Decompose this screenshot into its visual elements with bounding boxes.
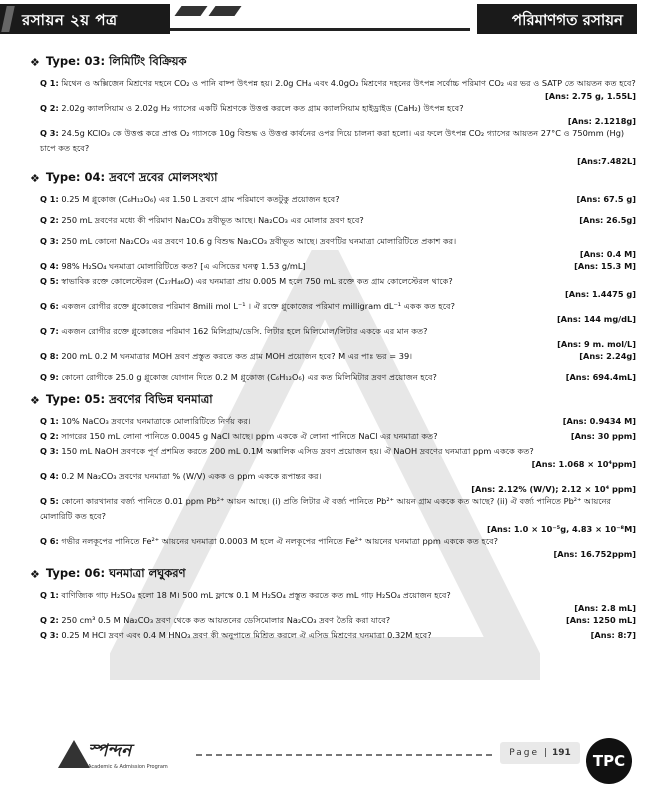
answer-label: [Ans: 1.0 × 10⁻⁵g, 4.83 × 10⁻⁸M] bbox=[486, 524, 636, 534]
answer-label: [Ans: 26.5g] bbox=[579, 215, 636, 225]
question-item: Q 4: 98% H₂SO₄ ঘনমাত্রা মোলারিটিতে কত? [এ এসিডের ঘনত্ব 1.53 g/mL] [Ans: 15.3 M] bbox=[40, 259, 636, 274]
question-item: Q 5: কোনো কারখানার বর্জ্য পানিতে 0.01 ppm Pb²⁺ আয়ন আছে। (i) প্রতি লিটার ঐ বর্জ্য পানিতে Pb²⁺ আয়ন গ্রাম এককে কত আছে? (ii) ঐ বর্জ্য পানিতে Pb²⁺ আয়নের মোলারিটি কত হবে? bbox=[40, 496, 612, 521]
chapter-title: পরিমাণগত রসায়ন bbox=[511, 11, 623, 29]
answer-label: [Ans: 2.75 g, 1.55L] bbox=[545, 91, 636, 101]
page-label: Page | bbox=[509, 748, 549, 758]
header-stripe bbox=[208, 6, 241, 16]
header-left-banner bbox=[0, 4, 170, 34]
section-heading: ❖ Type: 04: দ্রবণে দ্রবের মোলসংখ্যা bbox=[30, 170, 218, 185]
question-item: Q 6: গভীর নলকূপের পানিতে Fe²⁺ আয়নের ঘনমাত্রা 0.0003 M হলে ঐ নলকূপের পানিতে Fe²⁺ আয়নের ঘনমাত্রা ppm এককে কত হবে? bbox=[40, 536, 499, 546]
spondon-logo bbox=[58, 736, 188, 780]
tpc-badge: TPC bbox=[586, 738, 632, 784]
question-item: Q 1: 0.25 M গ্লুকোজ (C₆H₁₂O₆) এর 1.50 L দ্রবণে গ্রাম পরিমাণে কতটুকু প্রয়োজন হবে? [Ans: 67.5 g] bbox=[40, 192, 636, 207]
answer-label: [Ans: 16.752ppm] bbox=[553, 549, 636, 559]
answer-label: [Ans: 2.1218g] bbox=[567, 116, 636, 126]
header-stripe bbox=[174, 6, 207, 16]
header-mark-icon bbox=[1, 6, 15, 32]
answer-label: [Ans: 2.12% (W/V); 2.12 × 10⁴ ppm] bbox=[471, 484, 636, 494]
diamond-bullet-icon: ❖ bbox=[30, 568, 40, 581]
diamond-bullet-icon: ❖ bbox=[30, 172, 40, 185]
answer-label: [Ans: 0.4 M] bbox=[579, 249, 636, 259]
question-item: Q 3: 250 mL কোনো Na₂CO₃ এর দ্রবণে 10.6 g বিশুদ্ধ Na₂CO₃ দ্রবীভূত আছে। দ্রবণটির ঘনমাত্রা মোলারিটিতে প্রকাশ কর। bbox=[40, 236, 457, 246]
subject-title: রসায়ন ২য় পত্র bbox=[22, 11, 118, 29]
logo-triangle-icon bbox=[58, 740, 90, 768]
header-right-banner bbox=[477, 4, 637, 34]
question-item: Q 3: 150 mL NaOH দ্রবণকে পূর্ণ প্রশমিত করতে 200 mL 0.1M অক্সালিক এসিড দ্রবণ প্রয়োজন হয়। ঐ NaOH দ্রবণের ঘনমাত্রা ppm এককে কত? bbox=[40, 446, 534, 456]
answer-label: [Ans:7.482L] bbox=[577, 156, 636, 166]
answer-label: [Ans: 30 ppm] bbox=[570, 431, 636, 441]
page-number: 191 bbox=[551, 748, 571, 758]
section-heading: ❖ Type: 03: লিমিটিং বিক্রিয়ক bbox=[30, 54, 187, 69]
answer-label: [Ans: 694.4mL] bbox=[565, 372, 636, 382]
question-item: Q 8: 200 mL 0.2 M ঘনমাত্রার MOH দ্রবণ প্রস্তুত করতে কত গ্রাম MOH প্রয়োজন হবে? M এর পাঃ ভর = 39। [Ans: 2.24g] bbox=[40, 349, 636, 364]
answer-label: [Ans: 1.068 × 10⁴ppm] bbox=[531, 459, 636, 469]
question-item: Q 2: 2.02g ক্যালসিয়াম ও 2.02g H₂ গ্যাসের একটি মিশ্রণকে উত্তপ্ত করলে কত গ্রাম ক্যালসিয়াম হাইড্রাইড (CaH₂) উৎপন্ন হবে? bbox=[40, 103, 464, 113]
question-item: Q 5: স্বাভাবিক রক্তে কোলেস্টেরল (C₂₇H₄₆O) এর ঘনমাত্রা প্রায় 0.005 M হলে 750 mL রক্তে কত গ্রাম কোলেস্টেরল থাকে? bbox=[40, 276, 453, 286]
question-item: Q 4: 0.2 M Na₂CO₃ দ্রবণের ঘনমাত্রা % (W/V) একক ও ppm এককে রূপান্তর কর। bbox=[40, 471, 322, 481]
answer-label: [Ans: 2.8 mL] bbox=[574, 603, 636, 613]
question-item: Q 3: 24.5g KClO₃ কে উত্তপ্ত করে প্রাপ্ত O₂ গ্যাসকে 10g বিশুদ্ধ ও উত্তপ্ত কার্বনের ওপর দিয়ে চালনা করা হলো। এর ফলে উৎপন্ন CO₂ গ্যাসের আয়তন 27°C ও 750mm (Hg) চাপে কত হবে? bbox=[40, 128, 625, 153]
answer-label: [Ans: 1.4475 g] bbox=[565, 289, 636, 299]
answer-label: [Ans: 0.9434 M] bbox=[562, 416, 636, 426]
question-item: Q 9: কোনো রোগীকে 25.0 g গ্লুকোজ যোগান দিতে 0.2 M গ্লুকোজ (C₆H₁₂O₆) এর কত মিলিমিটার দ্রবণ প্রয়োজন হবে? [Ans: 694.4mL] bbox=[40, 370, 636, 385]
question-item: Q 6: একজন রোগীর রক্তে গ্লুকোজের পরিমাণ 8mili mol L⁻¹ । ঐ রক্তে গ্লুকোজের পরিমাণ milligram dL⁻¹ একক কত হবে? bbox=[40, 301, 455, 311]
answer-label: [Ans: 144 mg/dL] bbox=[556, 314, 636, 324]
question-item: Q 3: 0.25 M HCl দ্রবণ এবং 0.4 M HNO₃ দ্রবণ কী অনুপাতে মিশ্রিত করলে ঐ এসিড মিশ্রণের ঘনমাত্রা 0.32M হবে? [Ans: 8:7] bbox=[40, 628, 636, 643]
page-number-box bbox=[500, 742, 580, 764]
answer-label: [Ans: 67.5 g] bbox=[576, 194, 636, 204]
question-item: Q 1: মিথেন ও অক্সিজেন মিশ্রণের দহনে CO₂ ও পানি বাষ্প উৎপন্ন হয়। 2.0g CH₄ এবং 4.0gO₂ মিশ্রণের দহনের উৎপন্ন সর্বোচ্চ পরিমাণ CO₂ এর ভর ও SATP তে আয়তন কত হবে? bbox=[40, 78, 636, 88]
answer-label: [Ans: 8:7] bbox=[590, 630, 636, 640]
question-item: Q 1: বাণিজ্যিক গাঢ় H₂SO₄ হলো 18 M। 500 mL ফ্লাস্কে 0.1 M H₂SO₄ প্রস্তুত করতে কত mL গাঢ় H₂SO₄ প্রয়োজন হবে? bbox=[40, 590, 451, 600]
logo-subtitle: Academic & Admission Program bbox=[88, 764, 168, 770]
question-item: Q 7: একজন রোগীর রক্তে গ্লুকোজের পরিমাণ 162 মিলিগ্রাম/ডেসি. লিটার হলে মিলিমোল/লিটার এককে এর মান কত? bbox=[40, 326, 428, 336]
question-item: Q 2: সাগরের 150 mL লোনা পানিতে 0.0045 g NaCl আছে। ppm এককে ঐ লোনা পানিতে NaCl এর ঘনমাত্রা কত? [Ans: 30 ppm] bbox=[40, 429, 636, 444]
section-heading: ❖ Type: 05: দ্রবণের বিভিন্ন ঘনমাত্রা bbox=[30, 392, 213, 407]
question-content bbox=[30, 50, 636, 643]
question-item: Q 2: 250 mL দ্রবণের মধ্যে কী পরিমাণ Na₂CO₃ দ্রবীভূত আছে। Na₂CO₃ এর মোলার দ্রবণ হবে? [Ans: 26.5g] bbox=[40, 213, 636, 228]
diamond-bullet-icon: ❖ bbox=[30, 56, 40, 69]
diamond-bullet-icon: ❖ bbox=[30, 394, 40, 407]
page-header bbox=[0, 0, 649, 42]
answer-label: [Ans: 9 m. mol/L] bbox=[557, 339, 636, 349]
page-footer bbox=[0, 728, 649, 800]
header-divider bbox=[170, 28, 470, 31]
answer-label: [Ans: 15.3 M] bbox=[574, 261, 636, 271]
question-item: Q 1: 10% NaCO₃ দ্রবণের ঘনমাত্রাকে মোলারিটিতে নির্ণয় কর। [Ans: 0.9434 M] bbox=[40, 414, 636, 429]
footer-divider bbox=[196, 754, 492, 756]
question-item: Q 2: 250 cm³ 0.5 M Na₂CO₃ দ্রবণ থেকে কত আয়তনের ডেসিমোলার Na₂CO₃ দ্রবণ তৈরি করা যাবে? [Ans: 1250 mL] bbox=[40, 613, 636, 628]
logo-text: স্পন্দন bbox=[88, 741, 132, 761]
section-heading: ❖ Type: 06: ঘনমাত্রা লঘুকরণ bbox=[30, 566, 186, 581]
answer-label: [Ans: 1250 mL] bbox=[565, 615, 636, 625]
answer-label: [Ans: 2.24g] bbox=[579, 351, 636, 361]
